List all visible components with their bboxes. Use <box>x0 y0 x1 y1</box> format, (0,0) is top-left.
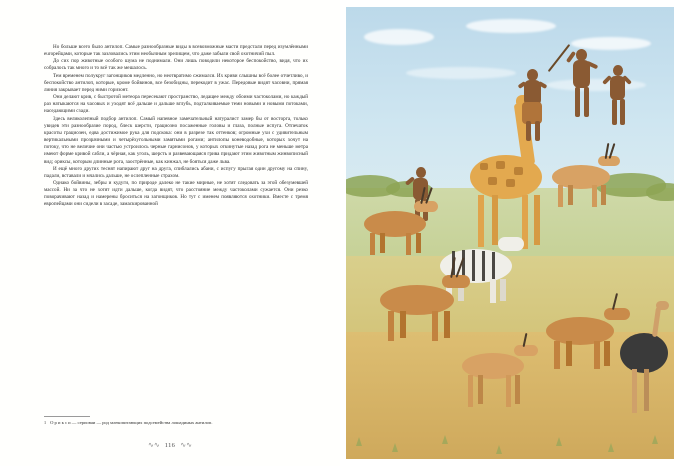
hunter-leg <box>584 87 589 117</box>
zebra-leg <box>500 279 506 301</box>
giraffe-leg <box>492 195 498 245</box>
ostrich-leg <box>632 369 637 413</box>
footnote-block <box>44 416 308 426</box>
antelope-leg <box>592 185 597 207</box>
cloud <box>406 67 516 79</box>
antelope-leg <box>554 341 560 369</box>
child-beater <box>604 65 632 129</box>
grass-tuft <box>608 443 614 452</box>
giraffe-leg <box>534 195 540 245</box>
antelope-leg <box>388 311 394 341</box>
ornament-left: ∿∿ <box>147 441 160 449</box>
antelope-leg <box>380 233 385 253</box>
paragraph: Они делают крив, с быстротой метеора пересекают пространство, ледащее между обоими частоколами, но каждый раз натыкаются на часовых и уходят всё дальше и дальше вглубь, подталкиваемые теми новыми и новыми потоками, наседающими сзади. <box>44 94 308 115</box>
footnote <box>44 420 308 426</box>
antelope-leg <box>400 311 406 338</box>
ostrich-neck <box>652 307 661 337</box>
antelope-leg <box>566 341 572 366</box>
drummer-leg <box>535 121 540 141</box>
spear-thrower <box>564 47 598 125</box>
beater-torso <box>610 76 625 100</box>
grass-tuft <box>356 437 362 446</box>
giraffe-body <box>470 155 542 199</box>
antelope-leg <box>558 185 563 207</box>
gazelle-head <box>514 345 538 356</box>
ornament-right: ∿∿ <box>180 441 193 449</box>
antelope-leg <box>604 341 610 366</box>
folio <box>0 442 340 449</box>
gazelle-leg <box>506 375 511 407</box>
antelope-leg <box>444 311 450 338</box>
ostrich-head <box>656 301 669 310</box>
antelope-leg <box>568 185 573 205</box>
paragraph: Здесь великолепный подбор антилоп. Самый напевное замечательный натуралист замер бы от восторга, только увидев эти разнообразие пород, блеск шерсти, грациозно посаженные головы и глаза, полные испуга. Отпечаток красоты грациозен, едва достижимое рука для подскока: они в разрезе так оттенков; огромные ухи с удивительным вертикальными прозрачными и четырёхугольными замятыми рогами; антилопы коневодобные, которых хочут на потоку, что не величие они частью устроилось черные гарнисонов, у которых откинутые назад рога не меньше метра имеют форме кривой сабли, а чёрная, как уголь, шерсть и развевающаяся грива придают этим животным жинвописный вид; ориксы, которым длинные рога, заострённые, как кинжал, не бояться даже льва. <box>44 115 308 165</box>
giraffe-spot <box>488 177 497 185</box>
bush <box>646 183 674 201</box>
ostrich-leg <box>644 369 649 411</box>
grass-tuft <box>556 437 562 446</box>
footnote-marker: 1 <box>44 420 47 425</box>
antelope-leg <box>370 233 375 255</box>
zebra-stripe <box>492 252 495 279</box>
gazelle-leg <box>478 375 483 404</box>
paragraph: Но больше всего было антилоп. Самые разнообразные виды в всевозможные масти предстали перед изумлёнными europейцами, которые так зазловались этим необычным зрелищем, что даже забыли свой охотничий пыл. <box>44 44 308 58</box>
grass-tuft <box>442 435 448 444</box>
antelope <box>374 275 484 345</box>
footnote-divider <box>44 416 90 417</box>
giraffe-spot <box>506 179 515 187</box>
grass-tuft <box>496 445 502 454</box>
footnote-text: О р и к с и — серповаи — род млекопитающих подсемейства лошадиных антилоп. <box>50 420 213 425</box>
paragraph: Однако бойвины, зебры и кудуги, по природе далеко не такие мирные, не хотят следовать за этой обезумевшей массой. Ни за что не хотят идти дальше, когда видят, что расстояние между частоколами сужается. Они резко поворачивают назад и намерены броситься на загонщиков. Но тут с именем появляются охотники. Вместе с тремя европейцами они сидели в засаде, замаскированной <box>44 179 308 208</box>
antelope-leg <box>406 233 411 255</box>
boy-head <box>416 167 426 178</box>
gazelle-leg <box>468 375 473 407</box>
giraffe-spot <box>480 163 488 170</box>
giraffe-spot <box>514 167 523 175</box>
grass-tuft <box>652 435 658 444</box>
page-number: 116 <box>164 442 176 449</box>
right-illustration-page <box>340 0 680 466</box>
gazelle-leg <box>515 375 520 404</box>
giraffe-spot <box>496 161 505 169</box>
cloud <box>364 29 434 45</box>
ostrich-body <box>620 333 668 373</box>
beater-leg <box>620 99 625 125</box>
antelope-leg <box>601 185 606 205</box>
gazelle <box>458 343 550 413</box>
hunter-leg <box>575 87 580 117</box>
antelope-leg <box>416 233 421 253</box>
antelope-leg <box>594 341 600 369</box>
giraffe-leg <box>478 195 484 247</box>
beater-head <box>613 65 623 76</box>
zebra-head <box>498 237 524 251</box>
antelope-leg <box>432 311 438 341</box>
antelope <box>358 203 454 259</box>
paragraph: До сих пор животные особого шума не поднимали. Они лишь поводили некоторое беспокойство, видя, что их собралось так много и то всё так же мешалось. <box>44 58 308 72</box>
ostrich <box>614 307 674 417</box>
grass-tuft <box>392 443 398 452</box>
cloud <box>466 19 556 33</box>
zebra-leg <box>490 279 496 303</box>
drummer-leg <box>526 121 531 141</box>
paragraph: И ещё много других теснят напирают друг на друга, спиблались абани, с испугу прыгая один другому на спину, падали, вставали и мчались дальше, не ослепленные страхом. <box>44 165 308 179</box>
beater-leg <box>612 99 617 125</box>
savanna-hunt-illustration <box>346 7 674 459</box>
body-text-column <box>44 44 308 209</box>
boy-torso <box>413 178 428 200</box>
drummer <box>518 69 548 141</box>
paragraph: Тем временем полукруг загонщиков медленно, но неотвратимо сжимался. Их криви слышны всё более отчетливо, и беспокойство антилоп, которые, кроме бойвинов, все безобидны, перекодит в ужас. Передовые видят часовни, прямая линия закрывает перед ними горизонт. <box>44 72 308 93</box>
antelope <box>546 157 638 211</box>
